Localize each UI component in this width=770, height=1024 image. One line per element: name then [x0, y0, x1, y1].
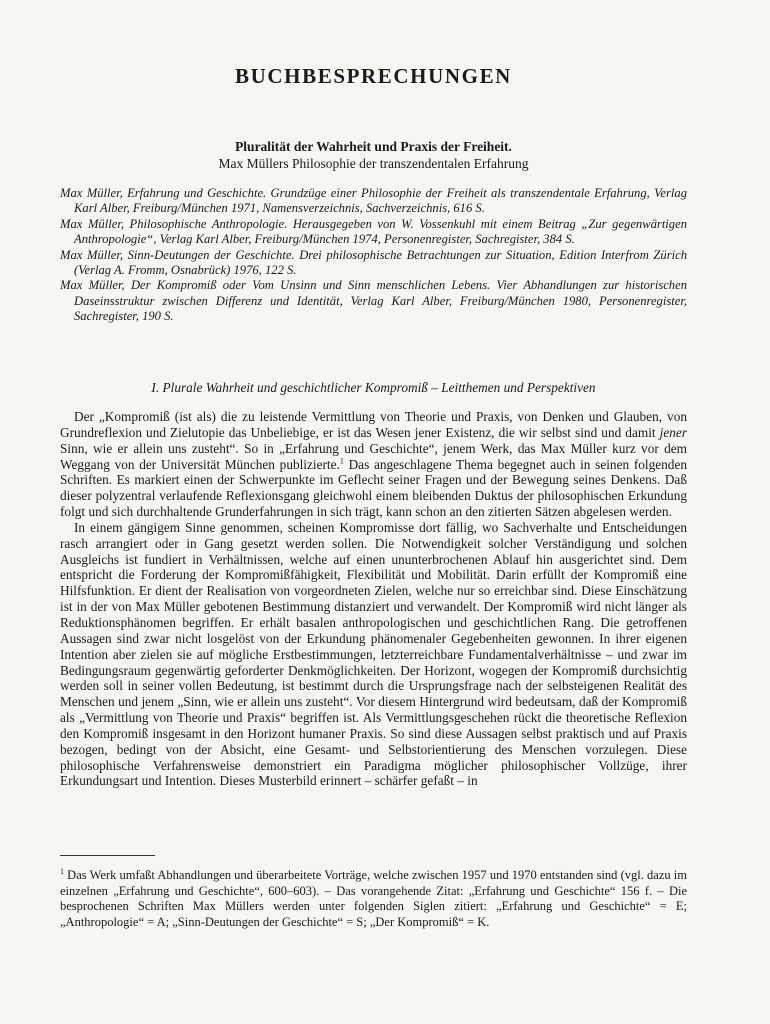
reference-item: Max Müller, Philosophische Anthropologie. Herausgegeben von W. Vossenkuhl mit einem Beitrag „Zur gegenwärtigen Anthropologie“, Verlag Karl Alber, Freiburg/München 1974, Personenregister, Sachregister, 384 S. — [60, 216, 687, 247]
review-subtitle: Max Müllers Philosophie der transzendentalen Erfahrung — [218, 156, 529, 171]
footnote-marker: 1 — [339, 456, 344, 466]
reference-item: Max Müller, Erfahrung und Geschichte. Grundzüge einer Philosophie der Freiheit als transzendentale Erfahrung, Verlag Karl Alber, Freiburg/München 1971, Namensverzeichnis, Sachverzeichnis, 616 S. — [60, 186, 687, 216]
footnote-divider — [60, 855, 155, 856]
body-text — [60, 409, 687, 789]
footnote — [60, 864, 687, 931]
paragraph — [60, 409, 687, 520]
emphasis-text: jener — [659, 424, 687, 440]
review-title: Pluralität der Wahrheit und Praxis der Freiheit. — [235, 139, 512, 154]
reference-item: Max Müller, Der Kompromiß oder Vom Unsinn und Sinn menschlichen Lebens. Vier Abhandlungen zur historischen Daseinsstruktur zwischen Differenz und Identität, Verlag Karl Alber, Freiburg/München 1980, Personenregister, Sachregister, 190 S. — [60, 278, 687, 324]
paragraph: In einem gängigem Sinne genommen, scheinen Kompromisse dort fällig, wo Sachverhalte und Entscheidungen rasch arrangiert oder in Gang gesetzt werden sollen. Die Notwendigkeit solcher Verständigung und solchen Ausgleichs ist fundiert in Verhältnissen, welche auf einen ununterbrochenen Ablauf hin ausgerichtet sind. Dem entspricht die Forderung der Kompromißfähigkeit, Flexibilität und Mobilität. Darin erfüllt der Kompromiß eine Hilfsfunktion. Er dient der Realisation von vorgeordneten Zielen, welche nur so erreichbar sind. Diese Einschätzung ist in der von Max Müller gebotenen Bestimmung distanziert und verwandelt. Der Kompromiß wird nicht länger als Reduktionsphänomen begriffen. Er erhält basalen anthropologischen und geschichtlichen Rang. Die getroffenen Aussagen sind zwar nicht losgelöst von der Erkundung phänomenaler Gegebenheiten gewonnen. In ihrer eigenen Intention aber zielen sie auf mögliche Erstbestimmungen, letzterreichbare Fundamentalverhältnisse – und zwar im Bedingungsraum gegenwärtig geforderter Denkmöglichkeiten. Der Horizont, wogegen der Kompromiß durchsichtig werden soll in seiner vollen Bedeutung, ist bestimmt durch die Ursprungsfrage nach der selbsteigenen Realität des Menschen und jenem „Sinn, wie er allein uns zusteht“. Vor diesem Hintergrund wird bedeutsam, daß der Kompromiß als „Vermittlung von Theorie und Praxis“ begriffen ist. Als Vermittlungsgeschehen rückt die theoretische Reflexion den Kompromiß insgesamt in den Horizont humaner Praxis. So sind diese Aussagen selbst praktisch und auf Praxis bezogen, bedingt von der Absicht, eine Gesamt- und Selbstorientierung des Menschen vorzulegen. Diese philosophische Verfahrensweise demonstriert ein Paradigma möglicher philosophischer Vollzüge, ihrer Erkundungsart und Intention. Dieses Musterbild erinnert – schärfer gefaßt – in — [60, 519, 687, 789]
paragraph-text: Der „Kompromiß (ist als) die zu leistende Vermittlung von Theorie und Praxis, von Denken und Glauben, von Grundreflexion und Zielutopie das Unbeliebige, er ist das Wesen jener Existenz, die wir selbst sind und damit — [60, 409, 687, 440]
section-title: I. Plurale Wahrheit und geschichtlicher Kompromiß – Leitthemen und Perspektiven — [151, 380, 596, 395]
paragraph-text: Das angeschlagene Thema begegnet auch in seinen folgenden Schriften. Es markiert einen der Schwerpunkte im Geflecht seiner Fragen und der Bewegung seines Denkens. Daß dieser polyzentral verlaufende Reflexionsgang gleichwohl einem bleibenden Duktus der philosophischen Erkundung folgt und sich durchhaltende Grunderfahrungen in sich trägt, kann schon an den zitierten Sätzen abgelesen werden. — [60, 456, 688, 520]
page-heading: BUCHBESPRECHUNGEN — [235, 64, 512, 88]
footnote-text: Das Werk umfaßt Abhandlungen und überarbeitete Vorträge, welche zwischen 1957 und 1970 entstanden sind (vgl. dazu im einzelnen „Erfahrung und Geschichte“, 600–603). – Das vorangehende Zitat: „Erfahrung und Geschichte“ 156 f. – Die besprochenen Schriften Max Müllers werden unter folgenden Siglen zitiert: „Erfahrung und Geschichte“ = E; „Anthropologie“ = A; „Sinn-Deutungen der Geschichte“ = S; „Der Kompromiß“ = K. — [60, 868, 687, 929]
footnote-number: 1 — [60, 867, 64, 876]
paragraph-text: Sinn, wie er allein uns zusteht“. So in „Erfahrung und Geschichte“, jenem Werk, das Max Müller kurz vor dem Weggang von der Universität München publizierte. — [60, 440, 687, 472]
reference-item: Max Müller, Sinn-Deutungen der Geschichte. Drei philosophische Betrachtungen zur Situation, Edition Interfrom Zürich (Verlag A. Fromm, Osnabrück) 1976, 122 S. — [60, 247, 687, 278]
reference-list — [60, 186, 687, 325]
